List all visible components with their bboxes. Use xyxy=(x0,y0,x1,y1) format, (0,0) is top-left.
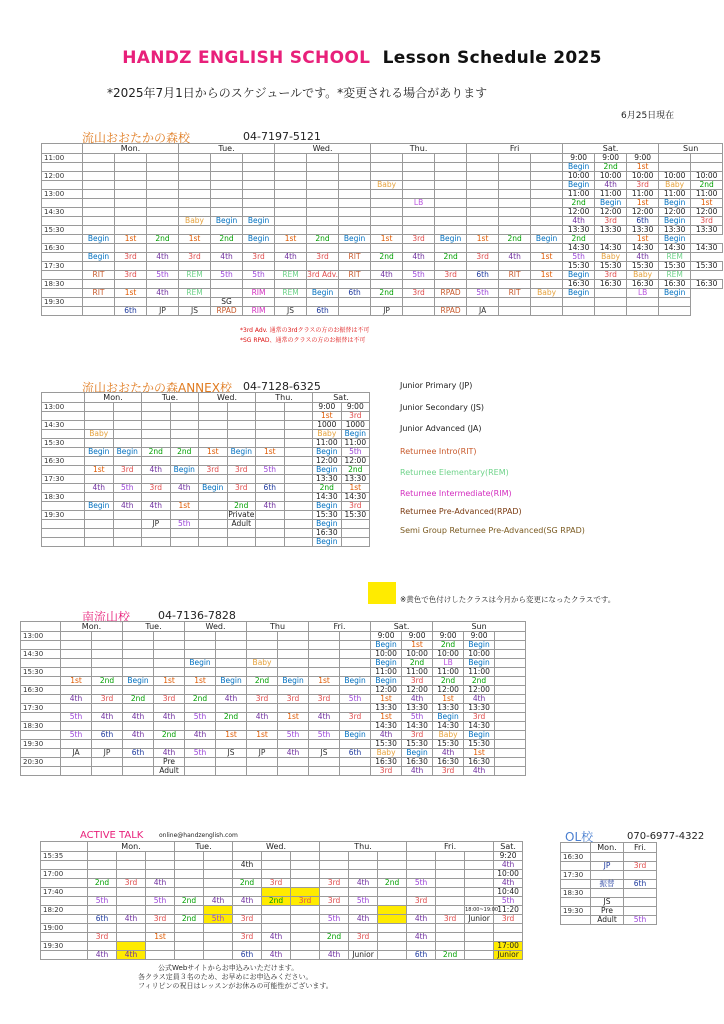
day-header: Fri. xyxy=(407,842,494,852)
active-talk-title: ACTIVE TALK xyxy=(80,830,144,841)
day-header: Sat. xyxy=(313,393,370,403)
day-header: Sat. xyxy=(494,842,523,852)
day-header: Mon. xyxy=(83,144,179,154)
schedule-table-annex: Mon. Tue. Wed. Thu. Sat. 13:00 9:00 9:00 1st 3rd 14:30 1000 1000 Baby Baby Begin 15:30 11:00 11:00 Begin Begin 2nd 2nd 1st Begin 1st Begin 5th 16:30 12:00 12:00 1st 3rd 4th Begin 3rd 3rd 5th Begin 2nd 17:30 13:30 13:30 4th 5th 3rd 4th Begin 3rd 6th 2nd 1st 18:30 14:30 14:30 Begin 4th 4th 1st 2nd 4th Begin 3rd 19:30 Private 15:30 15:30 JP 5th Adult Begin 16:30 Begin xyxy=(41,392,370,547)
day-header: Thu. xyxy=(371,144,467,154)
day-header: Tue. xyxy=(123,622,185,632)
day-header: Sat. xyxy=(563,144,659,154)
day-header: Mon. xyxy=(61,622,123,632)
day-header: Wed. xyxy=(233,842,320,852)
schedule-title: Lesson Schedule 2025 xyxy=(382,48,602,68)
schedule-table-ol: Mon. Fri. 16:30 JP 3rd 17:30 振替 6th 18:30 JS 19:30 Pre Adult 5th xyxy=(560,842,657,925)
day-header: Thu xyxy=(247,622,309,632)
location-ol: OL校 xyxy=(565,830,594,844)
day-header: Wed. xyxy=(185,622,247,632)
legend-sg-rpad: Semi Group Returnee Pre-Advanced(SG RPAD) xyxy=(400,526,585,535)
day-header: Mon. xyxy=(88,842,175,852)
school-name: HANDZ ENGLISH SCHOOL xyxy=(122,48,371,68)
active-talk-email: online@handzenglish.com xyxy=(159,832,238,839)
schedule-table-otakanomori: Mon. Tue. Wed. Thu. Fri Sat. Sun 11:00 9:00 9:00 9:00 Begin 2nd 1st 12:00 10:00 10:00 10:00 10:00 10:00 Baby Begin 4th 3rd Baby 2nd 13:00 11:00 11:00 11:00 11:00 11:00 LB 2nd Begin 1st Begin 1st 14:30 12:00 12:00 12:00 12:00 12:00 Baby Begin Begin 4th 3rd 6th Begin 3rd 15:30 13:30 13:30 13:30 13:30 13:30 Begin 1st 2nd 1st 2nd Begin 1st 2nd Begin 1st 3rd Begin 1st 2nd Begin 2nd 1st Begin 16:30 14:30 14:30 14:30 14:30 14:30 Begin 3rd 4th 3rd 4th 3rd 4th 3rd RIT 2nd 4th 2nd 3rd 4th 1st 5th Baby 4th REM 17:30 15:30 15:30 15:30 15:30 15:30 RIT 3rd 5th REM 5th 5th REM 3rd Adv. RIT 4th 5th 3rd 6th RIT 1st Begin 3rd Baby REM 18:30 16:30 16:30 16:30 16:30 16:30 RIT 1st 4th REM RIM REM Begin 6th 2nd 3rd RPAD 5th RIT Baby Begin LB Begin 19:30 SG 6th JP JS RPAD RIM JS 6th JP RPAD JA xyxy=(41,143,723,316)
legend-js: Junior Secondary (JS) xyxy=(400,403,485,412)
note-sg-rpad: *SG RPAD、通常のクラスの方のお振替は不可 xyxy=(240,337,366,344)
page-title xyxy=(0,48,724,68)
phone-ol: 070-6977-4322 xyxy=(627,831,705,842)
location-minaminagareyama: 南流山校 xyxy=(82,610,131,624)
legend-rem: Returnee Elementary(REM) xyxy=(400,468,509,477)
day-header: Mon. xyxy=(85,393,142,403)
phone-otakanomori: 04-7197-5121 xyxy=(243,130,321,143)
footer-line-3: フィリピンの祝日はレッスンがお休みの可能性がございます。 xyxy=(138,982,333,990)
day-header: Mon. xyxy=(591,843,624,853)
legend-rpad: Returnee Pre-Advanced(RPAD) xyxy=(400,507,522,516)
day-header: Thu. xyxy=(320,842,407,852)
legend-jp: Junior Primary (JP) xyxy=(400,381,473,390)
day-header: Wed. xyxy=(275,144,371,154)
legend-rit: Returnee Intro(RIT) xyxy=(400,447,477,456)
day-header: Thu. xyxy=(256,393,313,403)
day-header: Wed. xyxy=(199,393,256,403)
day-header: Fri. xyxy=(309,622,371,632)
footer-line-1: 公式Webサイトからお申込みいただけます。 xyxy=(158,964,299,972)
footer-line-2: 各クラス定員３名のため、お早めにお申込みください。 xyxy=(138,973,313,981)
note-3rd-adv: *3rd Adv. 通常の3rdクラスの方のお振替は不可 xyxy=(240,327,370,334)
day-header: Sun xyxy=(659,144,723,154)
day-header: Sun xyxy=(433,622,526,632)
yellow-note: ※黄色で色付けしたクラスは今月から変更になったクラスです。 xyxy=(400,595,616,604)
day-header: Fri xyxy=(467,144,563,154)
day-header: Sat. xyxy=(371,622,433,632)
legend-ja: Junior Advanced (JA) xyxy=(400,424,482,433)
day-header: Fri. xyxy=(624,843,657,853)
schedule-table-active-talk: Mon. Tue. Wed. Thu. Fri. Sat. 15:35 9:20 4th 4th 17:00 10:00 2nd 3rd 4th 2nd 3rd 3rd 4th 2nd 5th 4th 17:40 10:40 5th 5th 2nd 4th 4th 2nd 3rd 3rd 5th 3rd 5th 18:20 18:00~19:00 11:20 6th 4th 3rd 2nd 5th 3rd 5th 4th 4th 3rd Junior 3rd 19:00 3rd 1st 3rd 4th 2nd 3rd 4th 19:30 17:00 4th 4th 6th 4th 4th Junior 6th 2nd Junior xyxy=(40,841,552,960)
yellow-swatch xyxy=(368,582,396,604)
phone-annex: 04-7128-6325 xyxy=(243,380,321,393)
phone-minaminagareyama: 04-7136-7828 xyxy=(158,609,236,622)
day-header: Tue. xyxy=(142,393,199,403)
location-otakanomori: 流山おおたかの森校 xyxy=(82,131,191,145)
schedule-notice: *2025年7月1日からのスケジュールです。*変更される場合があります xyxy=(107,86,488,100)
legend-rim: Returnee Intermediate(RIM) xyxy=(400,489,512,498)
day-header: Tue. xyxy=(179,144,275,154)
schedule-table-minaminagareyama: Mon. Tue. Wed. Thu Fri. Sat. Sun 13:00 9:00 9:00 9:00 9:00 Begin 1st 2nd Begin 14:30 10:00 10:00 10:00 10:00 Begin Baby Begin 2nd LB Begin 15:30 11:00 11:00 11:00 11:00 1st 2nd Begin 1st 1st Begin 2nd Begin 1st Begin Begin 3rd 2nd 2nd 16:30 12:00 12:00 12:00 12:00 4th 3rd 2nd 3rd 2nd 4th 3rd 3rd 3rd 5th 1st 4th 1st 4th 17:30 13:30 13:30 13:30 13:30 5th 4th 4th 4th 5th 2nd 4th 1st 4th 3rd 1st 5th Begin 3rd 18:30 14:30 14:30 14:30 14:30 5th 6th 4th 2nd 4th 1st 1st 5th 5th Begin 4th 3rd Baby Begin 19:30 15:30 15:30 15:30 15:30 JA JP 6th 4th 5th JS JP 4th JS 6th Baby Begin 4th 1st 20:30 Pre 16:30 16:30 16:30 16:30 Adult 3rd 4th 3rd 4th xyxy=(20,621,526,776)
day-header: Tue. xyxy=(175,842,233,852)
as-of-date: 6月25日現在 xyxy=(621,111,675,121)
location-annex: 流山おおたかの森ANNEX校 xyxy=(82,381,232,395)
